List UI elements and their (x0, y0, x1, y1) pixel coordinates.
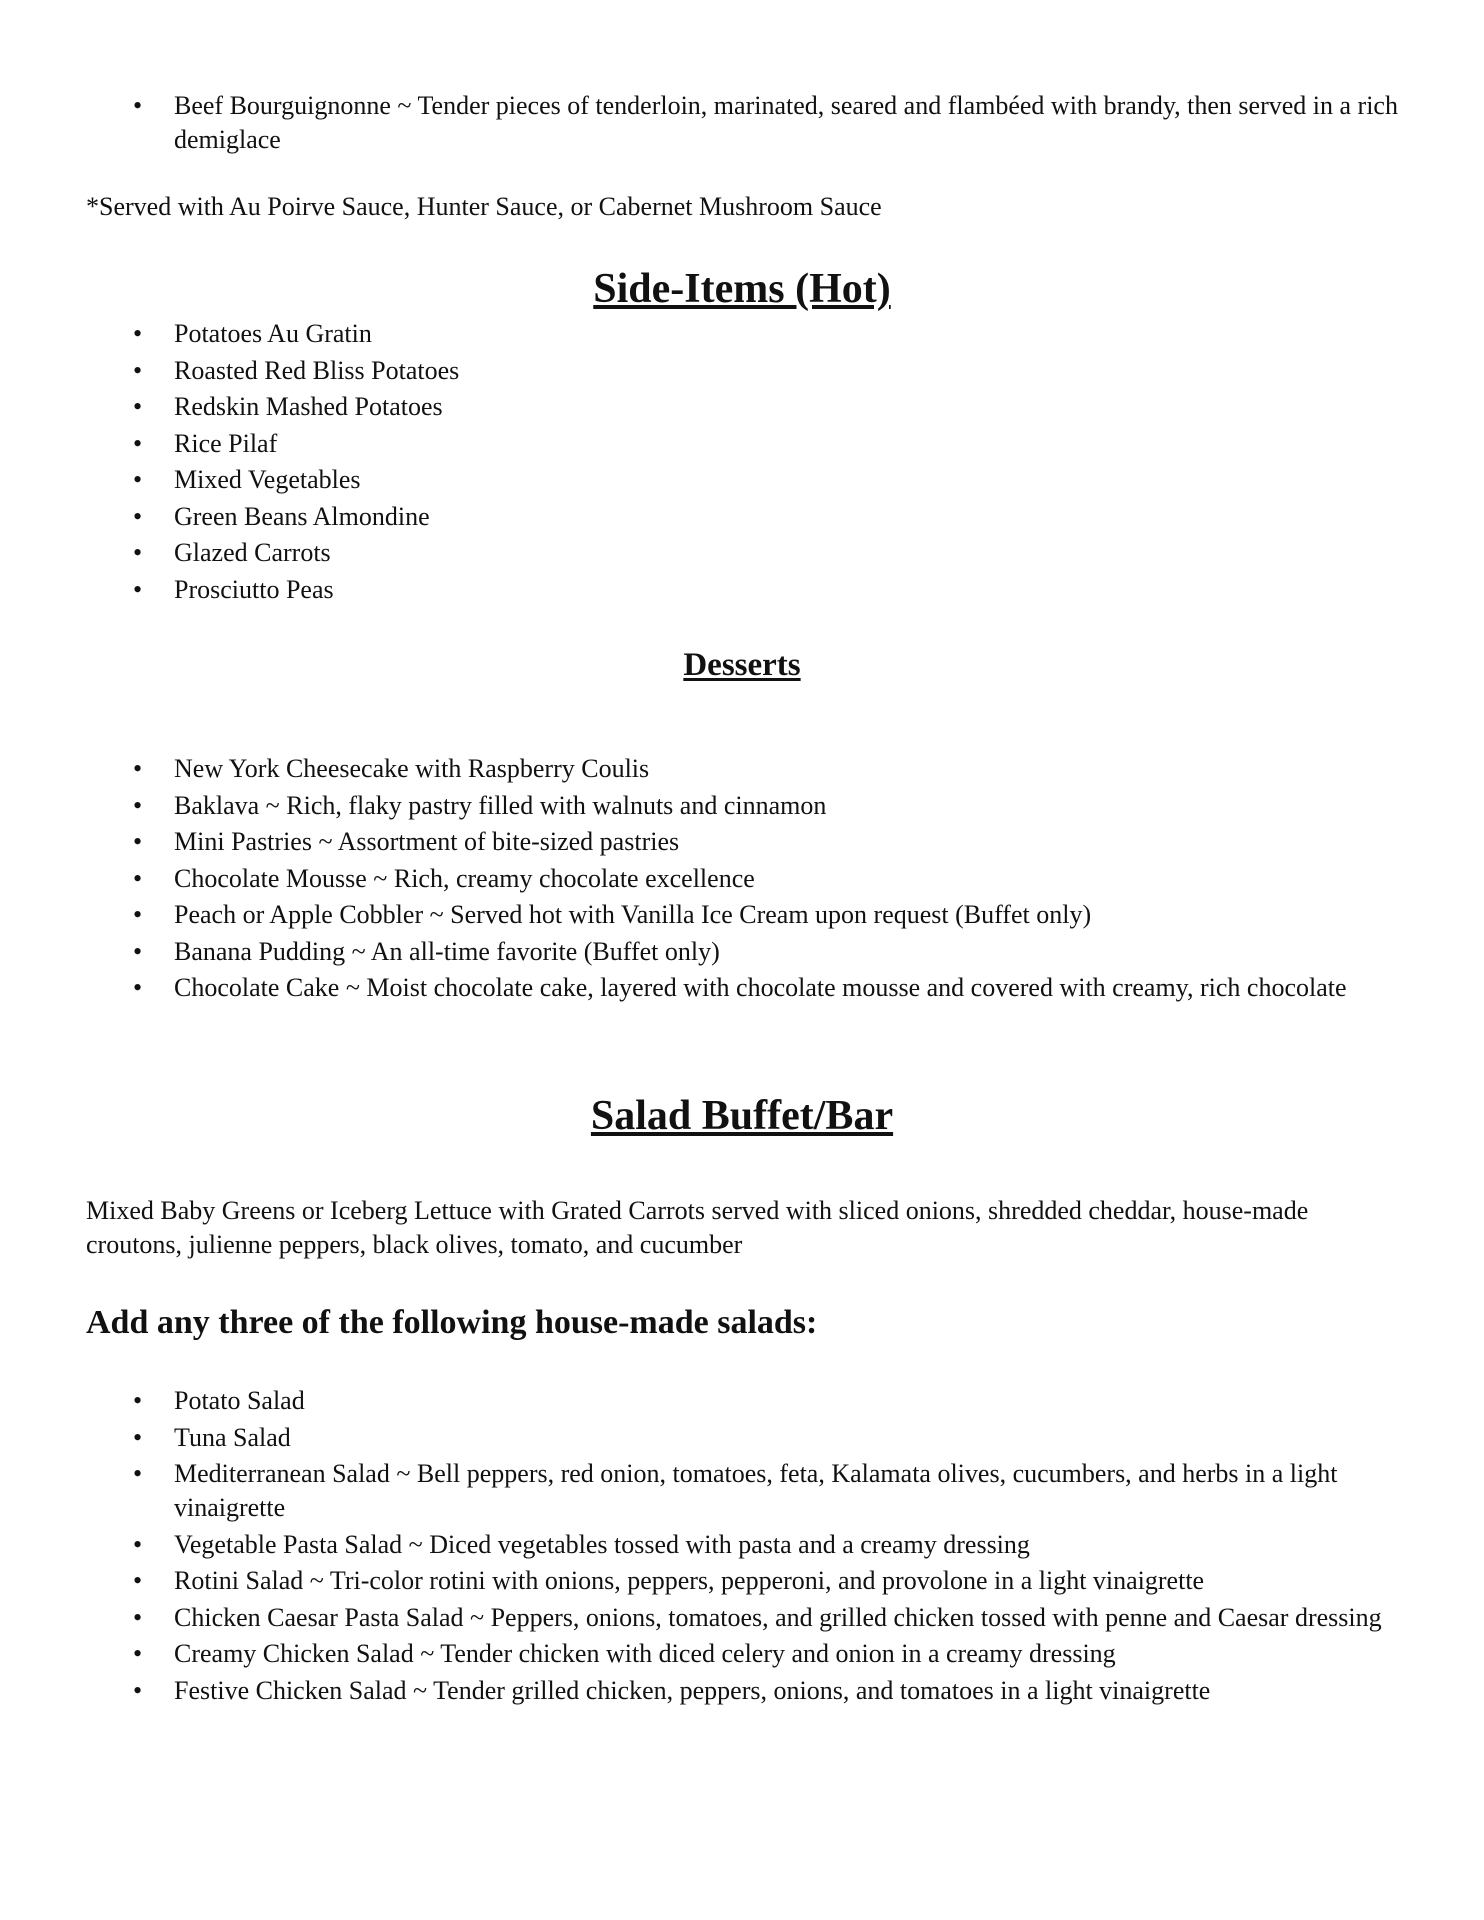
list-item (0, 317, 1484, 351)
list-item (0, 825, 1484, 859)
list-item-text: Glazed Carrots (174, 538, 331, 567)
list-item-text: Green Beans Almondine (174, 501, 430, 531)
list-item (0, 1384, 1484, 1418)
list-item (0, 935, 1484, 969)
list-item (0, 1421, 1484, 1455)
list-item-text: Festive Chicken Salad ~ Tender grilled chicken, peppers, onions, and tomatoes in a light vinaigrette (174, 1675, 1211, 1705)
list-item-text: Chicken Caesar Pasta Salad ~ Peppers, onions, tomatoes, and grilled chicken tossed with penne and Caesar dressing (174, 1602, 1382, 1632)
side-items-list (0, 317, 1484, 609)
bullet-icon: • (133, 1386, 143, 1415)
bullet-icon: • (133, 538, 143, 567)
list-item (0, 89, 1484, 157)
list-item (0, 1564, 1484, 1598)
list-item-text: Chocolate Cake ~ Moist chocolate cake, layered with chocolate mousse and covered with creamy, rich chocolate (174, 973, 1347, 1002)
list-item-text: Beef Bourguignonne ~ Tender pieces of tenderloin, marinated, seared and flambéed with brandy, then served in a rich demiglace (174, 91, 1398, 154)
list-item (0, 573, 1484, 607)
list-item-text: Peach or Apple Cobbler ~ Served hot with Vanilla Ice Cream upon request (Buffet only) (174, 900, 1092, 929)
list-item-text: Vegetable Pasta Salad ~ Diced vegetables tossed with pasta and a creamy dressing (174, 1529, 1030, 1559)
list-item-text: Baklava ~ Rich, flaky pastry filled with walnuts and cinnamon (174, 790, 827, 820)
bullet-icon: • (133, 392, 143, 421)
list-item (0, 1457, 1484, 1525)
list-item (0, 1674, 1484, 1708)
list-item-text: Banana Pudding ~ An all-time favorite (Buffet only) (174, 936, 720, 966)
list-item (0, 789, 1484, 823)
desserts-heading: Desserts (683, 647, 801, 683)
bullet-icon: • (133, 91, 143, 120)
list-item (0, 427, 1484, 461)
list-item-text: Prosciutto Peas (174, 574, 334, 604)
list-item-text: Potato Salad (174, 1386, 305, 1415)
list-item-text: Chocolate Mousse ~ Rich, creamy chocolate excellence (174, 863, 755, 893)
list-item (0, 500, 1484, 534)
list-item-text: Potatoes Au Gratin (174, 319, 372, 348)
list-item (0, 1637, 1484, 1671)
list-item-text: Rotini Salad ~ Tri-color rotini with onions, peppers, pepperoni, and provolone in a light vinaigrette (174, 1566, 1205, 1595)
bullet-icon: • (133, 1422, 143, 1452)
entree-list (0, 89, 1484, 160)
bullet-icon: • (133, 754, 143, 783)
list-item (0, 752, 1484, 786)
bullet-icon: • (133, 501, 143, 531)
list-item-text: Mediterranean Salad ~ Bell peppers, red onion, tomatoes, feta, Kalamata olives, cucumbers, and herbs in a light vinaigrette (174, 1459, 1338, 1522)
list-item (0, 354, 1484, 388)
bullet-icon: • (133, 1459, 143, 1488)
salad-choice-subheading: Add any three of the following house-made salads: (86, 1304, 818, 1341)
list-item-text: Mixed Vegetables (174, 465, 361, 494)
list-item-text: Roasted Red Bliss Potatoes (174, 355, 460, 385)
list-item (0, 898, 1484, 932)
bullet-icon: • (133, 790, 143, 820)
list-item-text: Rice Pilaf (174, 428, 278, 458)
bullet-icon: • (133, 900, 143, 929)
bullet-icon: • (133, 1675, 143, 1705)
bullet-icon: • (133, 428, 143, 458)
bullet-icon: • (133, 973, 143, 1002)
bullet-icon: • (133, 319, 143, 348)
salad-bar-description: Mixed Baby Greens or Iceberg Lettuce with Grated Carrots served with sliced onions, shredded cheddar, house-made croutons, julienne peppers, black olives, tomato, and cucumber (86, 1196, 1309, 1259)
bullet-icon: • (133, 1566, 143, 1595)
list-item (0, 1601, 1484, 1635)
list-item (0, 971, 1484, 1005)
side-items-heading: Side-Items (Hot) (593, 266, 891, 312)
list-item (0, 862, 1484, 896)
list-item (0, 463, 1484, 497)
salads-list (0, 1384, 1484, 1710)
salad-bar-heading: Salad Buffet/Bar (590, 1093, 894, 1139)
bullet-icon: • (133, 827, 143, 856)
bullet-icon: • (133, 936, 143, 966)
list-item (0, 536, 1484, 570)
bullet-icon: • (133, 1602, 143, 1632)
list-item (0, 390, 1484, 424)
list-item-text: Redskin Mashed Potatoes (174, 392, 443, 421)
list-item-text: Mini Pastries ~ Assortment of bite-sized pastries (174, 827, 680, 856)
list-item-text: New York Cheesecake with Raspberry Coulis (174, 754, 650, 783)
bullet-icon: • (133, 355, 143, 385)
desserts-list (0, 752, 1484, 1008)
list-item (0, 1528, 1484, 1562)
bullet-icon: • (133, 1529, 143, 1559)
bullet-icon: • (133, 574, 143, 604)
bullet-icon: • (133, 863, 143, 893)
bullet-icon: • (133, 465, 143, 494)
sauce-note: *Served with Au Poirve Sauce, Hunter Sauce, or Cabernet Mushroom Sauce (86, 192, 882, 221)
bullet-icon: • (133, 1639, 143, 1668)
list-item-text: Creamy Chicken Salad ~ Tender chicken with diced celery and onion in a creamy dressing (174, 1639, 1116, 1668)
list-item-text: Tuna Salad (174, 1422, 291, 1452)
